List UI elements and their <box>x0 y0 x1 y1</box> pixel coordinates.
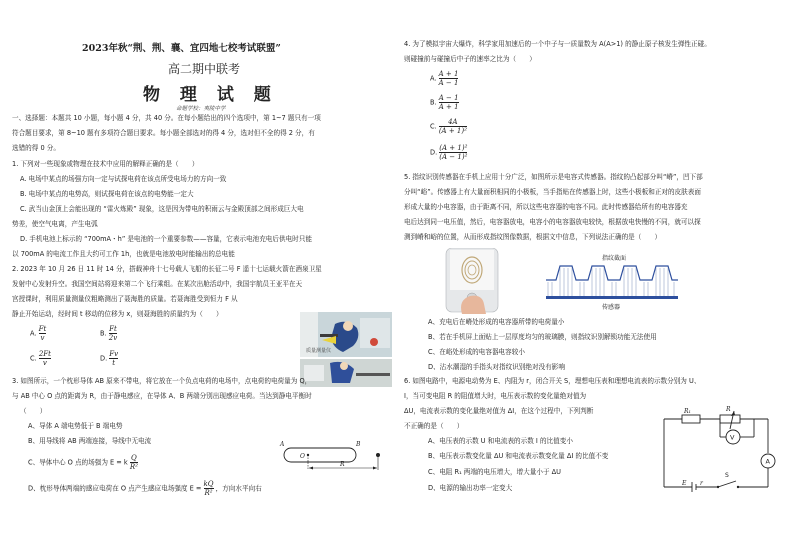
q6-stem: I，当可变电阻 R 的阻值增大时，电压表示数的变化量绝对值为 <box>404 392 587 400</box>
exam-name: 物 理 试 题 <box>143 85 278 105</box>
q4-stem: 则碰撞前与碰撞后中子的速率之比为（ ） <box>404 55 536 63</box>
q2-stem: 发射中心发射升空。我国空间站将迎来第二个飞行乘组。在某次出舱活动中，我国宇航员王亚平在天 <box>12 280 303 288</box>
voltmeter-label: V <box>730 433 735 442</box>
q6-stem: 不正确的是（ ） <box>404 422 464 430</box>
q3-option-c: C、导体中心 O 点的场强为 E = k $\frac{Q}{\text{R²}}$ <box>28 454 138 471</box>
q2-option-a: A. $\frac{Ft}{v}$ <box>30 325 47 342</box>
q3-option-d: D、枕形导体两端的感应电荷在 O 点产生感应电场强度 E = $\frac{kQ}{\text{R²}}$ ，方向水平向右 <box>28 480 262 497</box>
q5-option-c: C、在峪处形成的电容器电容较小 <box>428 348 525 356</box>
svg-text:质量测量仪: 质量测量仪 <box>306 348 332 354</box>
ammeter-label: A <box>765 457 770 466</box>
circuit-diagram <box>658 405 790 495</box>
q5-stem: 电后达到同一电压值，然后，电容器放电，电容小的电容器放电较快，根据放电快慢的不同，就可以探 <box>404 218 701 226</box>
q2-stem: 静止开始运动，经时间 t 移动的位移为 x，则聂海胜的质量约为（ ） <box>12 310 223 318</box>
q3-stem: 3. 如图所示，一个枕形导体 AB 原来不带电，将它放在一个负点电荷的电场中，点电荷的电荷量为 Q， <box>12 377 312 385</box>
q1-stem: 1. 下列对一些现象或物理在技术中应用的解释正确的是（ ） <box>12 160 199 168</box>
q3-stem: （ ） <box>20 407 47 415</box>
astronaut-photo-top <box>300 312 392 357</box>
q6-stem: ΔU，电流表示数的变化量绝对值为 ΔI，在这个过程中，下列判断 <box>404 407 594 415</box>
q2-stem: 宫授课时，利用质量测量仪粗略测出了聂海胜的质量。若聂海胜受到恒力 F 从 <box>12 295 238 303</box>
figure-label-o: O <box>300 453 305 460</box>
figure-label-b: B <box>356 441 361 448</box>
q2-stem: 2. 2023 年 10 月 26 日 11 时 14 分，搭载神舟十七号载人飞船的长征二号 F 遥十七运载火箭在酒泉卫星 <box>12 265 322 273</box>
q3-option-b: B、用导线将 AB 两端连接，导线中无电流 <box>28 437 152 445</box>
q6-option-d: D、电源的输出功率一定变大 <box>428 484 513 492</box>
q1-option-c: C. 武当山金顶上会能出现的 “雷火炼殿” 现象，这是因为带电的积雨云与金殿顶部之间形成巨大电 <box>20 205 304 213</box>
sensor-label: 传感器 <box>602 304 621 311</box>
q6-option-a: A、电压表的示数 U 和电流表的示数 I 的比值变小 <box>428 437 573 445</box>
q4-stem: 4. 为了模拟宇宙大爆炸，科学家用加速后的一个中子与一质量数为 A(A>1) 的静止原子核发生弹性正碰。 <box>404 40 711 48</box>
q4-option-d: D. $\frac{\text{(A + 1)²}}{\text{(A − 1)²}}$ <box>430 144 468 161</box>
q2-option-c: C. $\frac{2Ft}{v}$ <box>30 350 51 367</box>
q5-stem: 5. 指纹识别传感器在手机上应用十分广泛，如图所示是电容式传感器。指纹的凸起部分叫“嵴”，凹下部 <box>404 173 703 181</box>
q5-option-b: B、若在手机屏上面贴上一层厚度均匀的玻璃膜，则指纹识别解锁功能无法使用 <box>428 333 657 341</box>
switch-label: S <box>725 472 729 479</box>
instructions-line: 一、选择题：本题共 10 小题，每小题 4 分，共 40 分。在每小题给出的四个选项中，第 1~7 题只有一项 <box>12 114 321 122</box>
q5-stem: 形成大量的小电容器，由于距离不同，所以这些电容器的电容不同。此时传感器给所有的电容器充 <box>404 203 688 211</box>
conductor-figure <box>278 440 392 476</box>
q2-option-b: B. $\frac{Ft}{2v}$ <box>100 325 118 342</box>
q2-option-d: D. $\frac{Fv}{t}$ <box>100 350 119 367</box>
q3-option-a: A、导体 A 端电势低于 B 端电势 <box>28 422 123 430</box>
instructions-line: 符合题目要求，第 8~10 题有多项符合题目要求。每小题全部选对的得 4 分，选对但不全的得 2 分，有 <box>12 129 315 137</box>
q1-option-a: A. 电场中某点的场强方向一定与试探电荷在该点所受电场力的方向一致 <box>20 175 227 183</box>
q1-option-c-cont: 势差，使空气电离，产生电弧 <box>12 220 98 228</box>
q4-option-a: A. $\frac{A + 1}{A - 1}$ <box>430 70 459 87</box>
q5-stem: 测到嵴和峪的位置，从而形成指纹图像数据，根据文中信息，下列说法正确的是（ ） <box>404 233 662 241</box>
q5-option-d: D、沾水潮湿的手指头对指纹识别绝对没有影响 <box>428 363 565 371</box>
exam-header-title: 2023年秋“荆、荆、襄、宜四地七校考试联盟” <box>82 43 281 54</box>
q5-stem: 分叫“峪”。传感器上有大量面积相同的小极板，当手指贴在传感器上时，这些小极板和正对的皮肤表面 <box>404 188 701 196</box>
internal-r-label: r <box>700 480 703 487</box>
figure-label-a: A <box>280 441 285 448</box>
q5-option-a: A、充电后在嵴处形成的电容器所带的电荷量小 <box>428 318 565 326</box>
fingerprint-section-label: 指纹截面 <box>602 255 627 262</box>
q1-option-d: D. 手机电池上标示的 “700mA・h” 是电池的一个重要参数——容量，它表示电池充电后供电时只能 <box>20 235 312 243</box>
instructions-line: 选错的得 0 分。 <box>12 144 60 152</box>
proposer: 命题学校：夷陵中学 <box>176 106 226 112</box>
q1-option-b: B. 电场中某点的电势高，则试探电荷在该点的电势能一定大 <box>20 190 194 198</box>
q3-stem: 与 AB 中心 O 点的距离为 R，由于静电感应，在导体 A、B 两端分别出现感应电荷。当达到静电平衡时 <box>12 392 312 400</box>
astronaut-photo-bottom <box>300 359 392 387</box>
q6-option-c: C、电阻 R₁ 两端的电压增大，增大量小于 ΔU <box>428 468 561 476</box>
figure-label-r: R <box>340 461 345 468</box>
r-label: R <box>726 406 731 413</box>
q1-option-d-cont: 以 700mA 的电流工作且大约可工作 1h，也就是电池放电时能输出的总电能 <box>12 250 235 258</box>
fingerprint-sensor-figure <box>542 252 682 312</box>
phone-fingerprint-photo <box>432 248 520 314</box>
q4-option-c: C. $\frac{4A}{\text{(A + 1)²}}$ <box>430 118 467 135</box>
right-column <box>400 0 794 549</box>
exam-subtitle: 高二期中联考 <box>168 62 241 76</box>
q6-option-b: B、电压表示数变化量 ΔU 和电流表示数变化量 ΔI 的比值不变 <box>428 452 609 460</box>
emf-label: E <box>682 480 687 487</box>
q4-option-b: B. $\frac{A - 1}{A + 1}$ <box>430 94 459 111</box>
q6-stem: 6. 如图电路中，电源电动势为 E、内阻为 r，闭合开关 S，理想电压表和理想电流表的示数分别为 U、 <box>404 377 701 385</box>
r1-label: R₁ <box>684 408 691 415</box>
